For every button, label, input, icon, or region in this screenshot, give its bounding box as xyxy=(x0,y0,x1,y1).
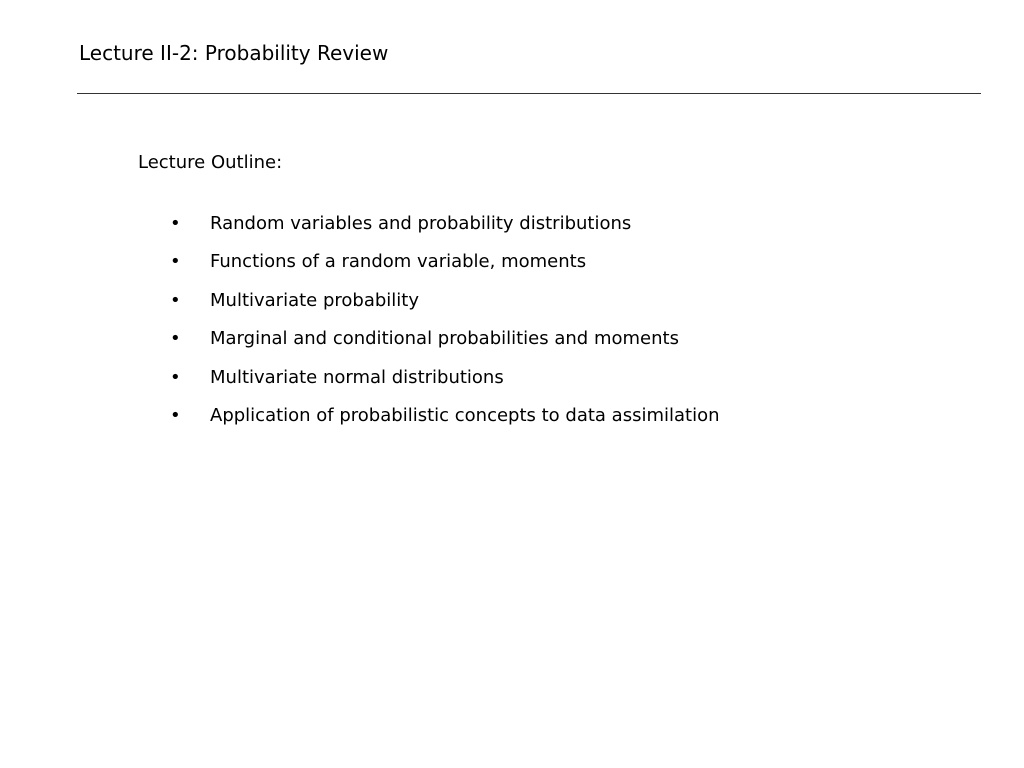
bullet-icon: • xyxy=(170,366,181,388)
bullet-icon: • xyxy=(170,251,181,273)
slide-title: Lecture II-2: Probability Review xyxy=(79,41,389,65)
bullet-icon: • xyxy=(170,404,181,426)
bullet-text: Marginal and conditional probabilities and moments xyxy=(210,328,679,350)
bullet-text: Application of probabilistic concepts to data assimilation xyxy=(210,404,720,426)
outline-heading: Lecture Outline: xyxy=(138,152,283,173)
bullet-icon: • xyxy=(170,213,181,234)
bullet-icon: • xyxy=(170,328,181,350)
bullet-text: Random variables and probability distributions xyxy=(210,213,632,234)
bullet-text: Multivariate probability xyxy=(210,289,420,311)
bullet-icon: • xyxy=(170,289,181,311)
bullet-text: Multivariate normal distributions xyxy=(210,366,504,388)
title-divider xyxy=(77,93,981,94)
bullet-text: Functions of a random variable, moments xyxy=(210,251,587,273)
